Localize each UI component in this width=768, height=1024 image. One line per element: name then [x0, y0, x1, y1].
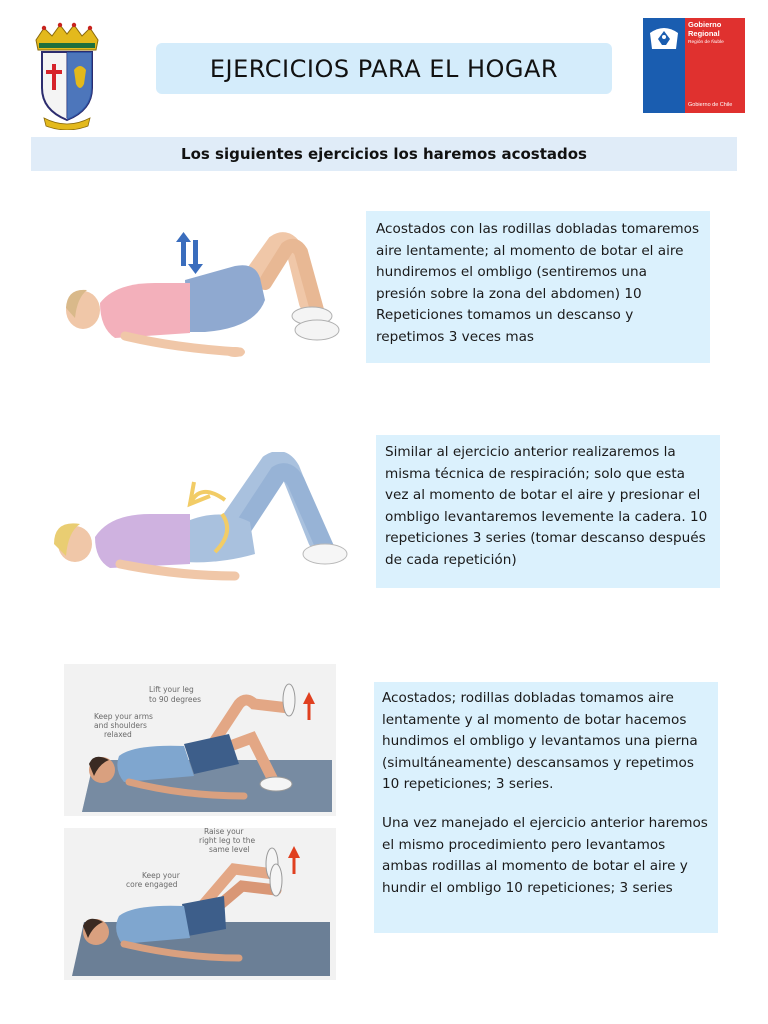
exercise-2-text: Similar al ejercicio anterior realizaremos la misma técnica de respiración; solo que esta vez al momento de botar el aire y presionar el ombligo levantaremos levemente la cadera. 10 repeticiones 3 series (tomar descanso después de cada repetición) [385, 444, 708, 568]
exercise-1-illustration [55, 228, 345, 360]
label-raise-3: same level [209, 845, 250, 854]
exercise-3-text: Acostados; rodillas dobladas tomamos aire lentamente y al momento de botar hacemos hundimos el ombligo y levantamos una pierna (simultáneamente) descansamos y repetimos 10 repeticiones; 3 series. [382, 690, 698, 793]
label-core-1: Keep your [142, 871, 180, 880]
label-relax-3: relaxed [104, 730, 132, 739]
exercise-2-illustration [50, 452, 350, 582]
section-subtitle: Los siguientes ejercicios los haremos acostados [31, 137, 737, 171]
exercise-1-text: Acostados con las rodillas dobladas tomaremos aire lentamente; al momento de botar el aire hundiremos el ombligo (sentiremos una presión sobre la zona del abdomen) 10 Repeticiones tomamos un descanso y repetimos 3 veces mas [376, 221, 700, 345]
page-title: EJERCICIOS PARA EL HOGAR [156, 43, 612, 94]
exercise-3-description [374, 682, 718, 933]
label-raise-1: Raise your [204, 827, 244, 836]
chile-shield-icon [646, 21, 682, 57]
label-relax-1: Keep your arms [94, 712, 153, 721]
label-raise-2: right leg to the [199, 836, 256, 845]
exercise-3-illustration [64, 664, 336, 980]
label-lift-leg-1: Lift your leg [149, 685, 194, 694]
municipal-coat-of-arms-logo [30, 22, 104, 130]
gov-logo-line2: Regional [688, 29, 720, 38]
label-lift-leg-2: to 90 degrees [149, 695, 202, 704]
gobierno-regional-logo [643, 18, 745, 113]
gov-logo-line1: Gobierno [688, 20, 722, 29]
gov-logo-footer: Gobierno de Chile [688, 102, 733, 108]
gov-logo-line3: Región de Ñuble [688, 40, 724, 45]
exercise-2-description [376, 435, 720, 588]
label-core-2: core engaged [126, 880, 178, 889]
exercise-1-description [366, 211, 710, 363]
label-relax-2: and shoulders [94, 721, 147, 730]
exercise-3-text-2: Una vez manejado el ejercicio anterior haremos el mismo procedimiento pero levantamos ambas rodillas al momento de botar el aire y hundir el ombligo 10 repeticiones; 3 series [382, 814, 708, 896]
